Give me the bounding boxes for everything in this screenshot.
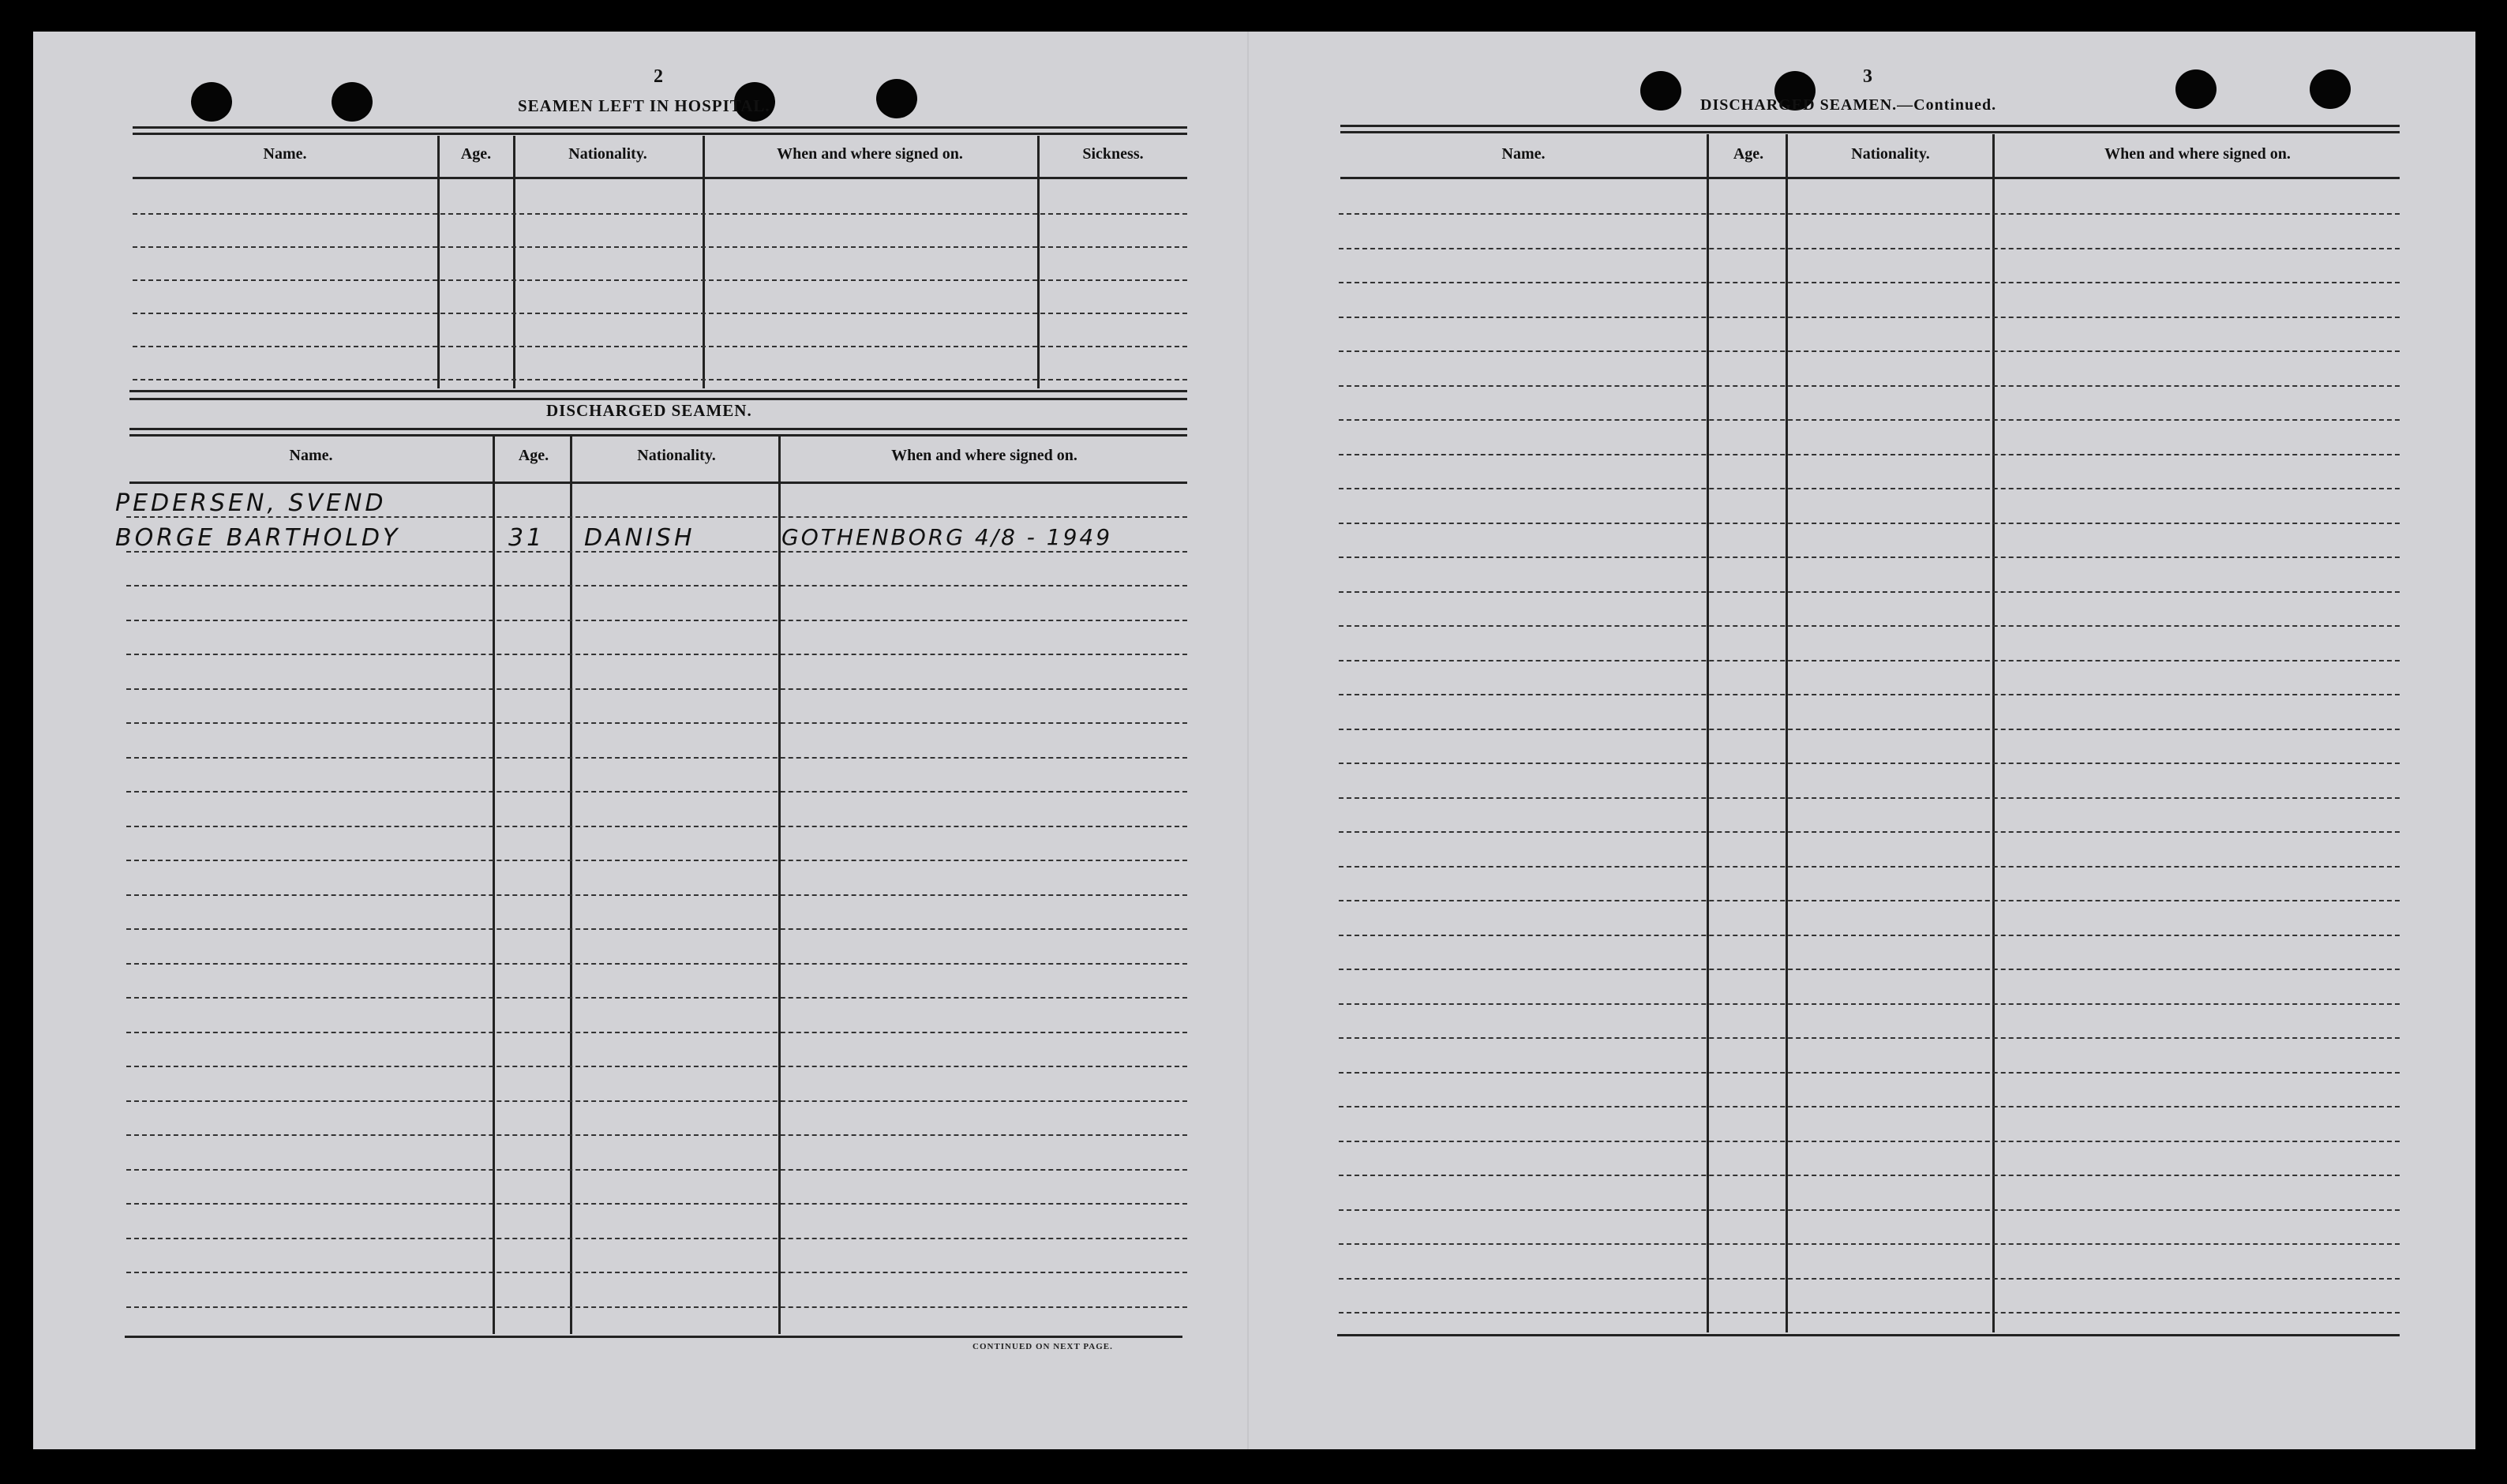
entry-line [1339, 729, 2400, 730]
entry-line [1339, 1243, 2400, 1245]
entry-line [126, 1032, 1187, 1033]
entry-line [1339, 831, 2400, 833]
entry-age: 31 [508, 524, 545, 552]
entry-line [1339, 350, 2400, 352]
rule [133, 177, 1187, 179]
entry-line [126, 997, 1187, 999]
page-fold [1247, 32, 1249, 1449]
entry-line [1339, 866, 2400, 868]
discharged-header-age: Age. [518, 447, 549, 464]
column-divider [437, 136, 440, 388]
hospital-header-nationality: Nationality. [568, 145, 647, 163]
entry-line [1339, 1037, 2400, 1039]
entry-line [1339, 763, 2400, 764]
entry-name-line2: BORGE BARTHOLDY [115, 524, 401, 552]
rule [1337, 1334, 2400, 1336]
entry-line [126, 1100, 1187, 1102]
entry-line [1339, 1278, 2400, 1280]
entry-line [126, 654, 1187, 655]
entry-line [1339, 419, 2400, 421]
entry-line [133, 379, 1187, 380]
right-section-title: DISCHARGED SEAMEN.—Continued. [1700, 96, 1997, 114]
rule [129, 434, 1187, 437]
entry-line [133, 246, 1187, 248]
entry-line [1339, 454, 2400, 455]
column-divider [1037, 136, 1040, 388]
entry-line [1339, 1175, 2400, 1176]
entry-line [133, 313, 1187, 314]
entry-line [1339, 900, 2400, 901]
entry-signed-on: GOTHENBORG 4/8 - 1949 [781, 524, 1113, 550]
right-header-name: Name. [1501, 145, 1546, 163]
right-header-signed-on: When and where signed on. [2104, 145, 2291, 163]
rule [133, 126, 1187, 129]
column-divider [1707, 134, 1709, 1332]
discharged-header-signed-on: When and where signed on. [891, 447, 1077, 464]
entry-line [126, 722, 1187, 724]
column-divider [1992, 134, 1995, 1332]
entry-line [133, 346, 1187, 347]
punch-hole-icon [191, 82, 232, 122]
rule [1340, 125, 2400, 127]
entry-line [1339, 282, 2400, 283]
punch-hole-icon [876, 79, 917, 118]
entry-line [1339, 1106, 2400, 1107]
entry-line [126, 826, 1187, 827]
entry-line [126, 928, 1187, 930]
rule [129, 428, 1187, 430]
entry-line [1339, 969, 2400, 970]
entry-line [1339, 385, 2400, 387]
entry-line [126, 688, 1187, 690]
discharged-section-title: DISCHARGED SEAMEN. [546, 401, 752, 420]
entry-line [133, 279, 1187, 281]
column-divider [703, 136, 705, 388]
rule [1340, 131, 2400, 133]
entry-line [1339, 248, 2400, 249]
rule [1340, 177, 2400, 179]
entry-line [126, 1134, 1187, 1136]
entry-line [1339, 1072, 2400, 1074]
entry-name-line1: PEDERSEN, SVEND [115, 489, 387, 517]
entry-line [1339, 797, 2400, 799]
rule [129, 482, 1187, 484]
entry-line [1339, 213, 2400, 215]
continued-note: CONTINUED ON NEXT PAGE. [972, 1342, 1113, 1351]
entry-line [1339, 523, 2400, 524]
entry-line [126, 963, 1187, 965]
column-divider [570, 436, 572, 1334]
hospital-header-age: Age. [460, 145, 492, 163]
left-page-number: 2 [654, 66, 663, 87]
right-page-number: 3 [1863, 66, 1872, 87]
column-divider [513, 136, 515, 388]
hospital-header-signed-on: When and where signed on. [777, 145, 963, 163]
hospital-header-name: Name. [263, 145, 307, 163]
rule [129, 398, 1187, 400]
entry-line [1339, 556, 2400, 558]
entry-line [1339, 1141, 2400, 1142]
entry-line [1339, 625, 2400, 627]
entry-line [133, 213, 1187, 215]
right-header-age: Age. [1733, 145, 1764, 163]
entry-line [1339, 488, 2400, 489]
column-divider [493, 436, 495, 1334]
column-divider [778, 436, 781, 1334]
punch-hole-icon [2310, 69, 2351, 109]
entry-line [1339, 694, 2400, 695]
entry-line [126, 1203, 1187, 1205]
entry-line [126, 1272, 1187, 1273]
entry-line [126, 620, 1187, 621]
entry-line [1339, 935, 2400, 936]
right-header-nationality: Nationality. [1851, 145, 1930, 163]
entry-line [126, 585, 1187, 586]
rule [133, 133, 1187, 135]
entry-line [126, 757, 1187, 759]
discharged-header-name: Name. [289, 447, 333, 464]
entry-line [1339, 1003, 2400, 1005]
ledger-sheet [33, 32, 2475, 1449]
entry-line [126, 894, 1187, 896]
entry-line [1339, 1209, 2400, 1211]
entry-line [126, 1169, 1187, 1171]
entry-line [126, 860, 1187, 861]
entry-line [126, 1238, 1187, 1239]
entry-line [1339, 660, 2400, 661]
entry-line [126, 1306, 1187, 1308]
hospital-section-title: SEAMEN LEFT IN HOSPITAL. [518, 96, 770, 115]
discharged-header-nationality: Nationality. [637, 447, 716, 464]
punch-hole-icon [1640, 71, 1681, 111]
entry-line [126, 1066, 1187, 1067]
entry-line [1339, 1312, 2400, 1313]
punch-hole-icon [332, 82, 373, 122]
entry-line [126, 791, 1187, 793]
entry-line [1339, 317, 2400, 318]
column-divider [1786, 134, 1788, 1332]
entry-nationality: DANISH [584, 524, 695, 552]
entry-line [1339, 591, 2400, 593]
hospital-header-sickness: Sickness. [1082, 145, 1144, 163]
punch-hole-icon [2175, 69, 2217, 109]
rule [125, 1336, 1182, 1338]
rule [129, 390, 1187, 392]
